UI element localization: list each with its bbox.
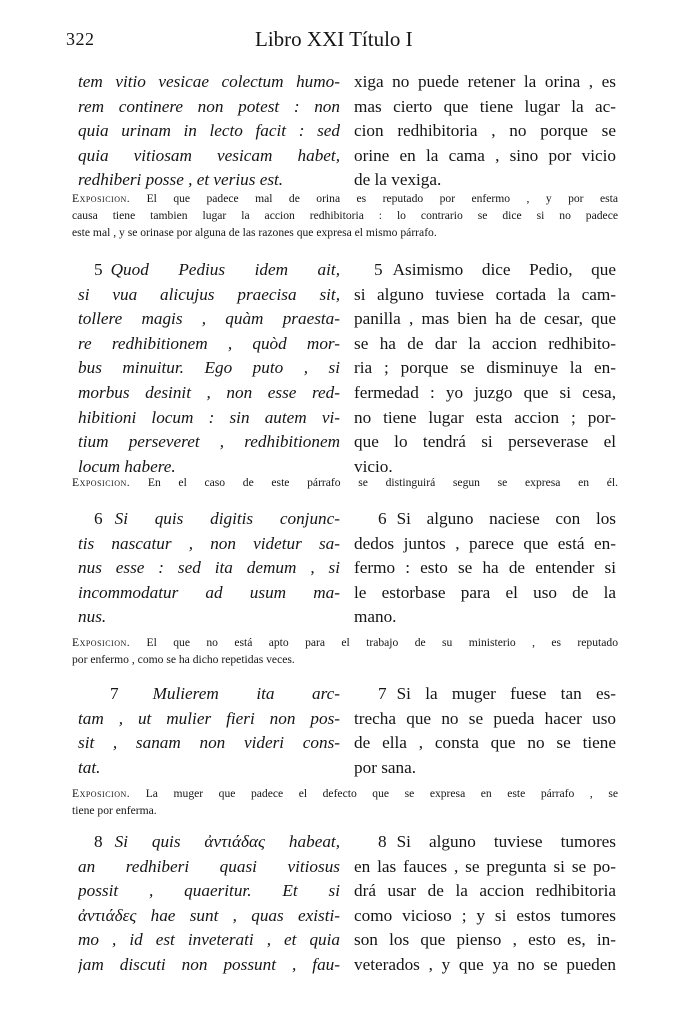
spanish-line: veterados , y que ya no se pueden — [354, 954, 616, 974]
spanish-line: ria ; porque se disminuye la en- — [354, 358, 616, 378]
spanish-text — [354, 830, 616, 978]
spanish-line: 8 Si alguno tuviese tumores — [354, 830, 616, 855]
exposicion-label: Exposicion. — [72, 476, 131, 489]
paragraph-number: 8 — [378, 832, 387, 851]
page-number: 322 — [66, 29, 95, 49]
paragraph-number: 7 — [378, 684, 387, 703]
paragraph-number: 8 — [94, 832, 103, 851]
spanish-line: por sana. — [354, 757, 417, 777]
latin-line: tis nascatur , non videtur sa- — [78, 533, 340, 553]
spanish-line: en las fauces , se pregunta si se po- — [354, 856, 616, 876]
latin-line: quia vitiosam vesicam habet, — [78, 145, 340, 165]
latin-line: morbus desinit , non esse red- — [78, 382, 340, 402]
latin-line: 7 Mulierem ita arc- — [78, 682, 340, 707]
spanish-line: fermedad : yo juzgo que si cesa, — [354, 382, 616, 402]
spanish-line: panilla , mas bien ha de cesar, que — [354, 309, 616, 329]
spanish-line: son los que pienso , esto es, in- — [354, 930, 616, 950]
spanish-line: 7 Si la muger fuese tan es- — [354, 682, 616, 707]
exposicion-note — [72, 634, 618, 668]
latin-line: nus esse : sed ita demum , si — [78, 558, 340, 578]
latin-text — [78, 682, 340, 780]
latin-line: rem continere non potest : non — [78, 96, 340, 116]
running-title: Libro XXI Título I — [255, 27, 413, 51]
spanish-line: mano. — [354, 607, 397, 627]
latin-text — [78, 258, 340, 479]
exposicion-label: Exposicion. — [72, 192, 131, 205]
latin-line: possit , quaeritur. Et si — [78, 881, 340, 901]
paragraph-number: 7 — [110, 684, 119, 703]
exposicion-line: Exposicion. El que padece mal de orina es reputado por enfermo , y por esta — [72, 192, 618, 205]
spanish-line: de la vexiga. — [354, 170, 442, 190]
spanish-line: drá usar de la accion redhibitoria — [354, 881, 616, 901]
latin-line: jam discuti non possunt , fau- — [78, 954, 340, 974]
exposicion-note — [72, 190, 618, 241]
latin-line: ἀντιάδες hae sunt , quas existi- — [78, 905, 340, 925]
latin-line: 6 Si quis digitis conjunc- — [78, 507, 340, 532]
exposicion-line: Exposicion. El que no está apto para el trabajo de su ministerio , es reputado — [72, 636, 618, 649]
spanish-line: trecha que no se pueda hacer uso — [354, 708, 616, 728]
spanish-text — [354, 70, 616, 193]
spanish-line: de ella , consta que no se tiene — [354, 733, 616, 753]
spanish-line: 5 Asimismo dice Pedio, que — [354, 258, 616, 283]
latin-line: tollere magis , quàm praesta- — [78, 309, 340, 329]
latin-line: si vua alicujus praecisa sit, — [78, 284, 340, 304]
spanish-line: dedos juntos , parece que está en- — [354, 533, 616, 553]
exposicion-line: causa tiene tambien lugar la accion redhibitoria : lo contrario se dice si no padece — [72, 209, 618, 222]
spanish-line: que lo tendrá si perseverase el — [354, 432, 616, 452]
latin-text — [78, 70, 340, 193]
spanish-line: si alguno tuviese cortada la cam- — [354, 284, 616, 304]
spanish-line: como vicioso ; y si estos tumores — [354, 905, 616, 925]
exposicion-line: tiene por enferma. — [72, 804, 157, 817]
paragraph-number: 5 — [94, 260, 103, 279]
spanish-line: mas cierto que tiene lugar la ac- — [354, 96, 616, 116]
exposicion-note — [72, 474, 618, 491]
latin-line: 8 Si quis ἀντιάδας habeat, — [78, 830, 340, 855]
spanish-line: cion redhibitoria , no porque se — [354, 121, 616, 141]
latin-line: incommodatur ad usum ma- — [78, 582, 340, 602]
latin-line: quia urinam in lecto facit : sed — [78, 121, 340, 141]
spanish-line: le estorbase para el uso de la — [354, 582, 616, 602]
latin-line: bus minuitur. Ego puto , si — [78, 358, 340, 378]
latin-line: 5 Quod Pedius idem ait, — [78, 258, 340, 283]
latin-line: redhiberi posse , et verius est. — [78, 170, 284, 190]
latin-text — [78, 507, 340, 630]
spanish-text — [354, 507, 616, 630]
latin-line: re redhibitionem , quòd mor- — [78, 333, 340, 353]
paragraph-number: 6 — [94, 509, 103, 528]
latin-line: mo , id est inveterati , et quia — [78, 930, 340, 950]
spanish-line: se ha de dar la accion redhibito- — [354, 333, 616, 353]
spanish-line: xiga no puede retener la orina , es — [354, 72, 616, 91]
latin-line: tem vitio vesicae colectum humo- — [78, 72, 340, 91]
latin-line: tam , ut mulier fieri non pos- — [78, 708, 340, 728]
latin-line: tium perseveret , redhibitionem — [78, 432, 340, 452]
exposicion-line: Exposicion. La muger que padece el defecto que se expresa en este párrafo , se — [72, 787, 618, 800]
latin-line: sit , sanam non videri cons- — [78, 733, 340, 753]
spanish-line: fermo : esto se ha de entender si — [354, 558, 616, 578]
spanish-text — [354, 258, 616, 479]
exposicion-line: Exposicion. En el caso de este párrafo se distinguirá segun se expresa en él. — [72, 476, 618, 489]
spanish-line: vicio. — [354, 456, 393, 476]
exposicion-label: Exposicion. — [72, 636, 131, 649]
spanish-line: orine en la cama , sino por vicio — [354, 145, 616, 165]
latin-line: locum habere. — [78, 456, 176, 476]
latin-text — [78, 830, 340, 978]
paragraph-number: 6 — [378, 509, 387, 528]
exposicion-line: por enfermo , como se ha dicho repetidas veces. — [72, 653, 295, 666]
exposicion-note — [72, 785, 618, 819]
spanish-line: 6 Si alguno naciese con los — [354, 507, 616, 532]
latin-line: nus. — [78, 607, 107, 627]
paragraph-number: 5 — [374, 260, 383, 279]
spanish-text — [354, 682, 616, 780]
latin-line: tat. — [78, 757, 101, 777]
exposicion-line: este mal , y se orinase por alguna de las razones que expresa el mismo párrafo. — [72, 226, 437, 239]
latin-line: hibitioni locum : sin autem vi- — [78, 407, 340, 427]
spanish-line: no tiene lugar esta accion ; por- — [354, 407, 616, 427]
exposicion-label: Exposicion. — [72, 787, 131, 800]
latin-line: an redhiberi quasi vitiosus — [78, 856, 340, 876]
